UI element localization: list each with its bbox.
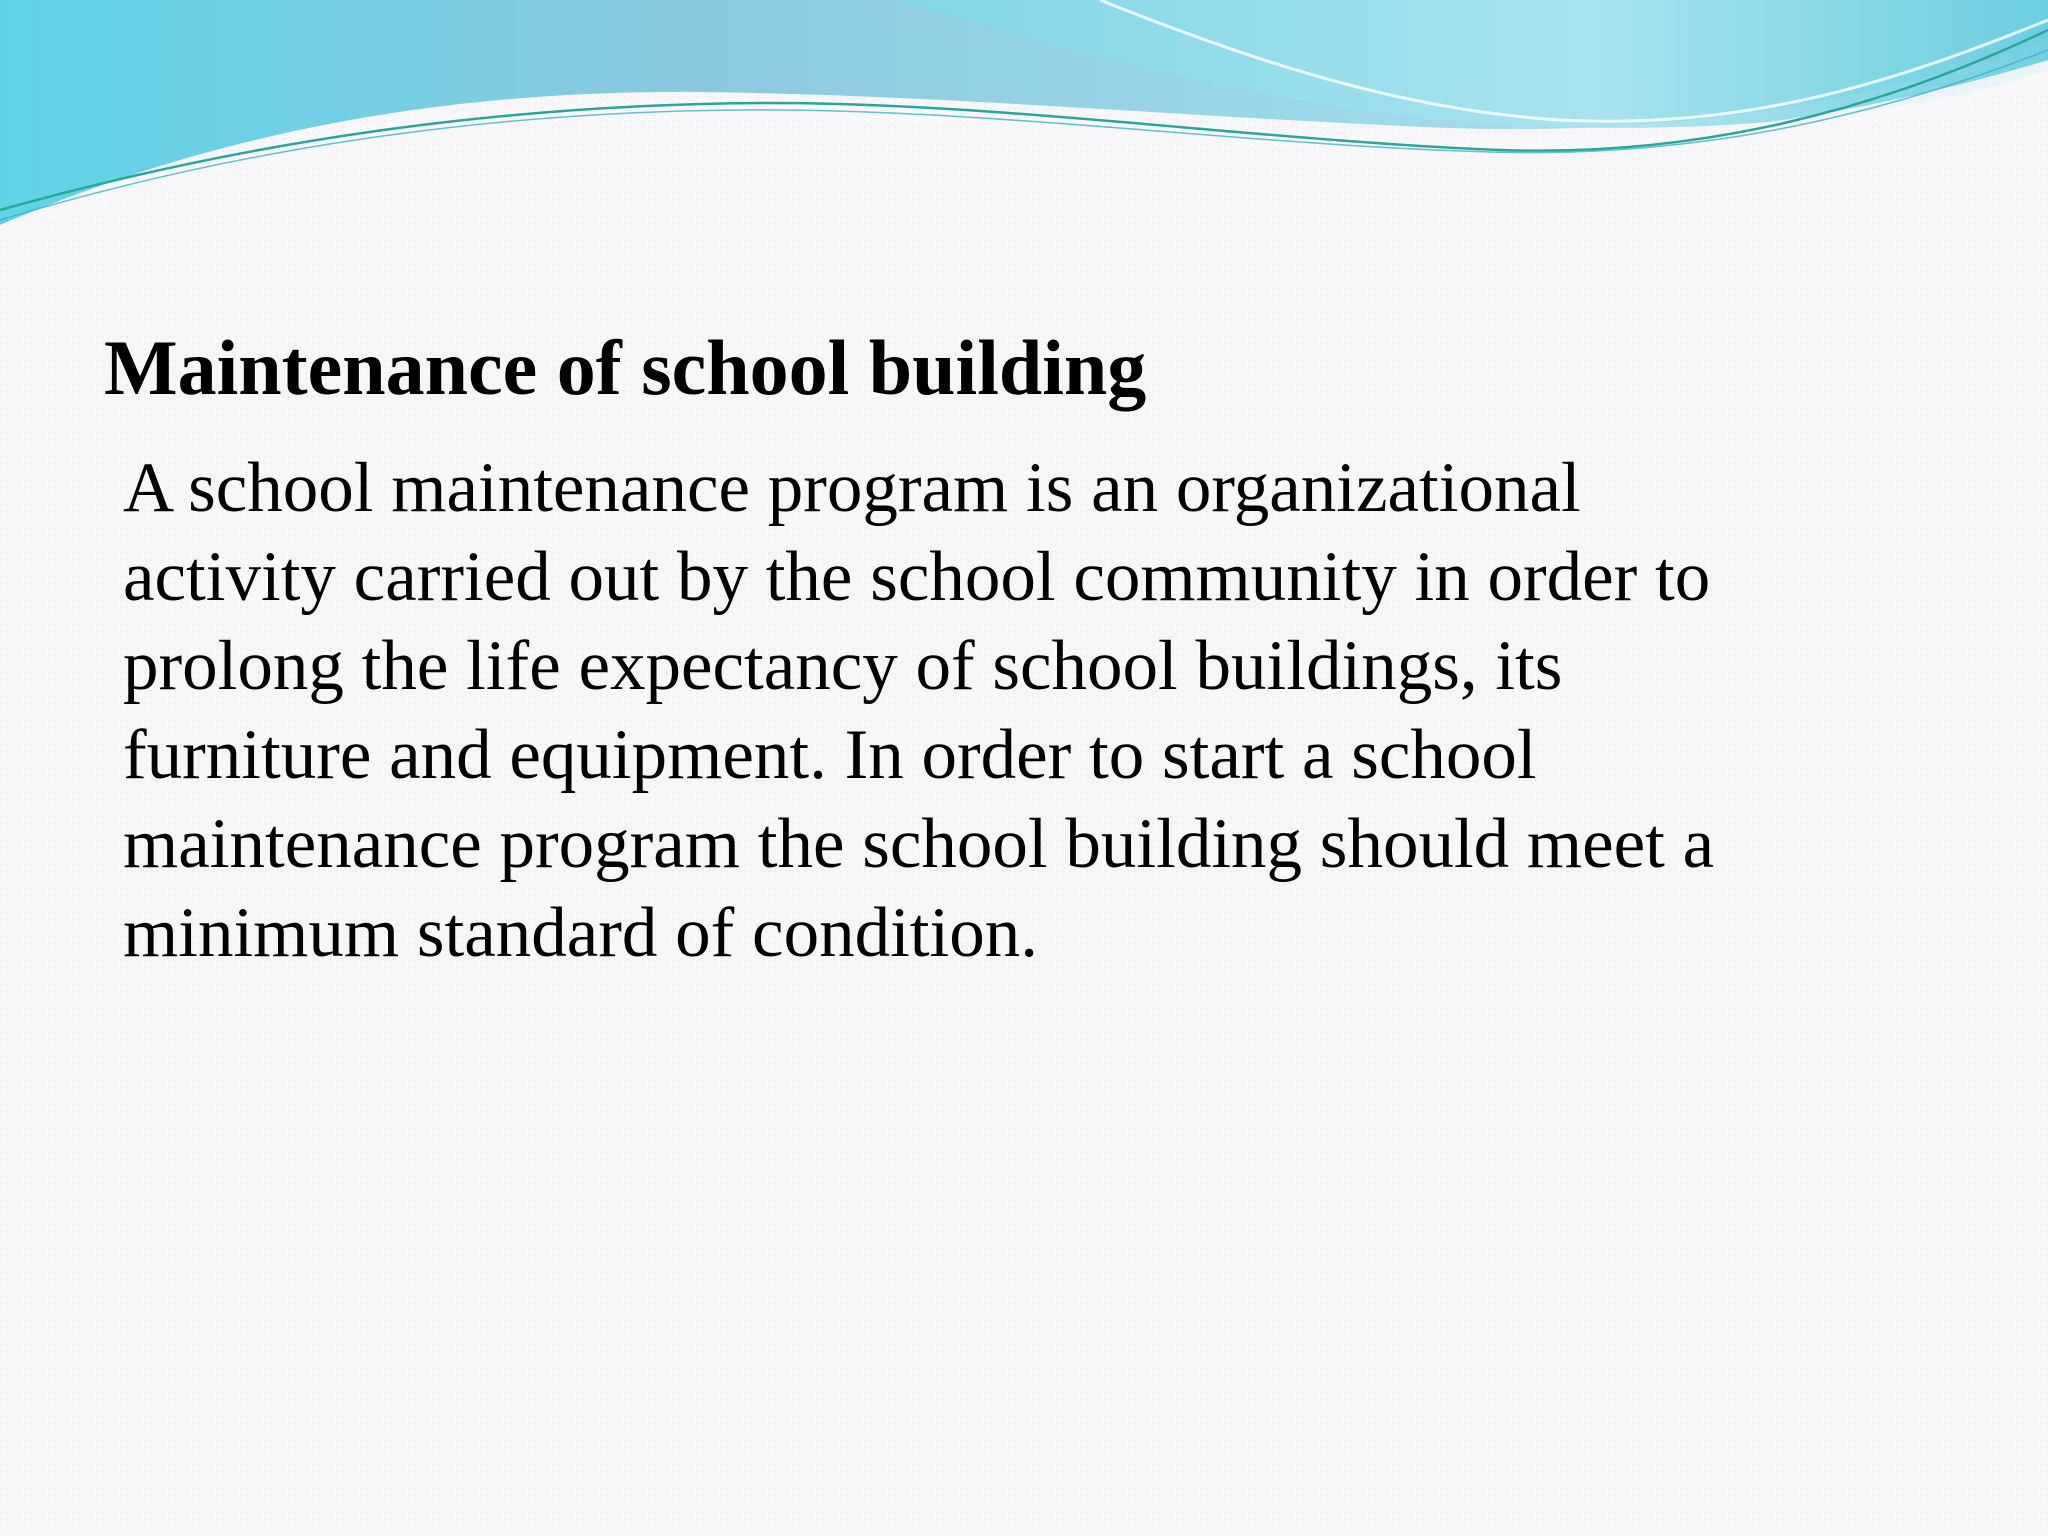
wave-header-decoration (0, 0, 2048, 240)
slide-title: Maintenance of school building (104, 324, 1147, 411)
body-line: prolong the life expectancy of school buildings, its (123, 627, 1563, 705)
slide-body-text (123, 444, 2003, 978)
body-line: activity carried out by the school community in order to (123, 538, 1711, 616)
body-line: A school maintenance program is an organizational (123, 449, 1581, 527)
body-line: maintenance program the school building should meet a (123, 805, 1715, 883)
body-line: minimum standard of condition. (123, 894, 1038, 972)
body-line: furniture and equipment. In order to start a school (123, 716, 1537, 794)
